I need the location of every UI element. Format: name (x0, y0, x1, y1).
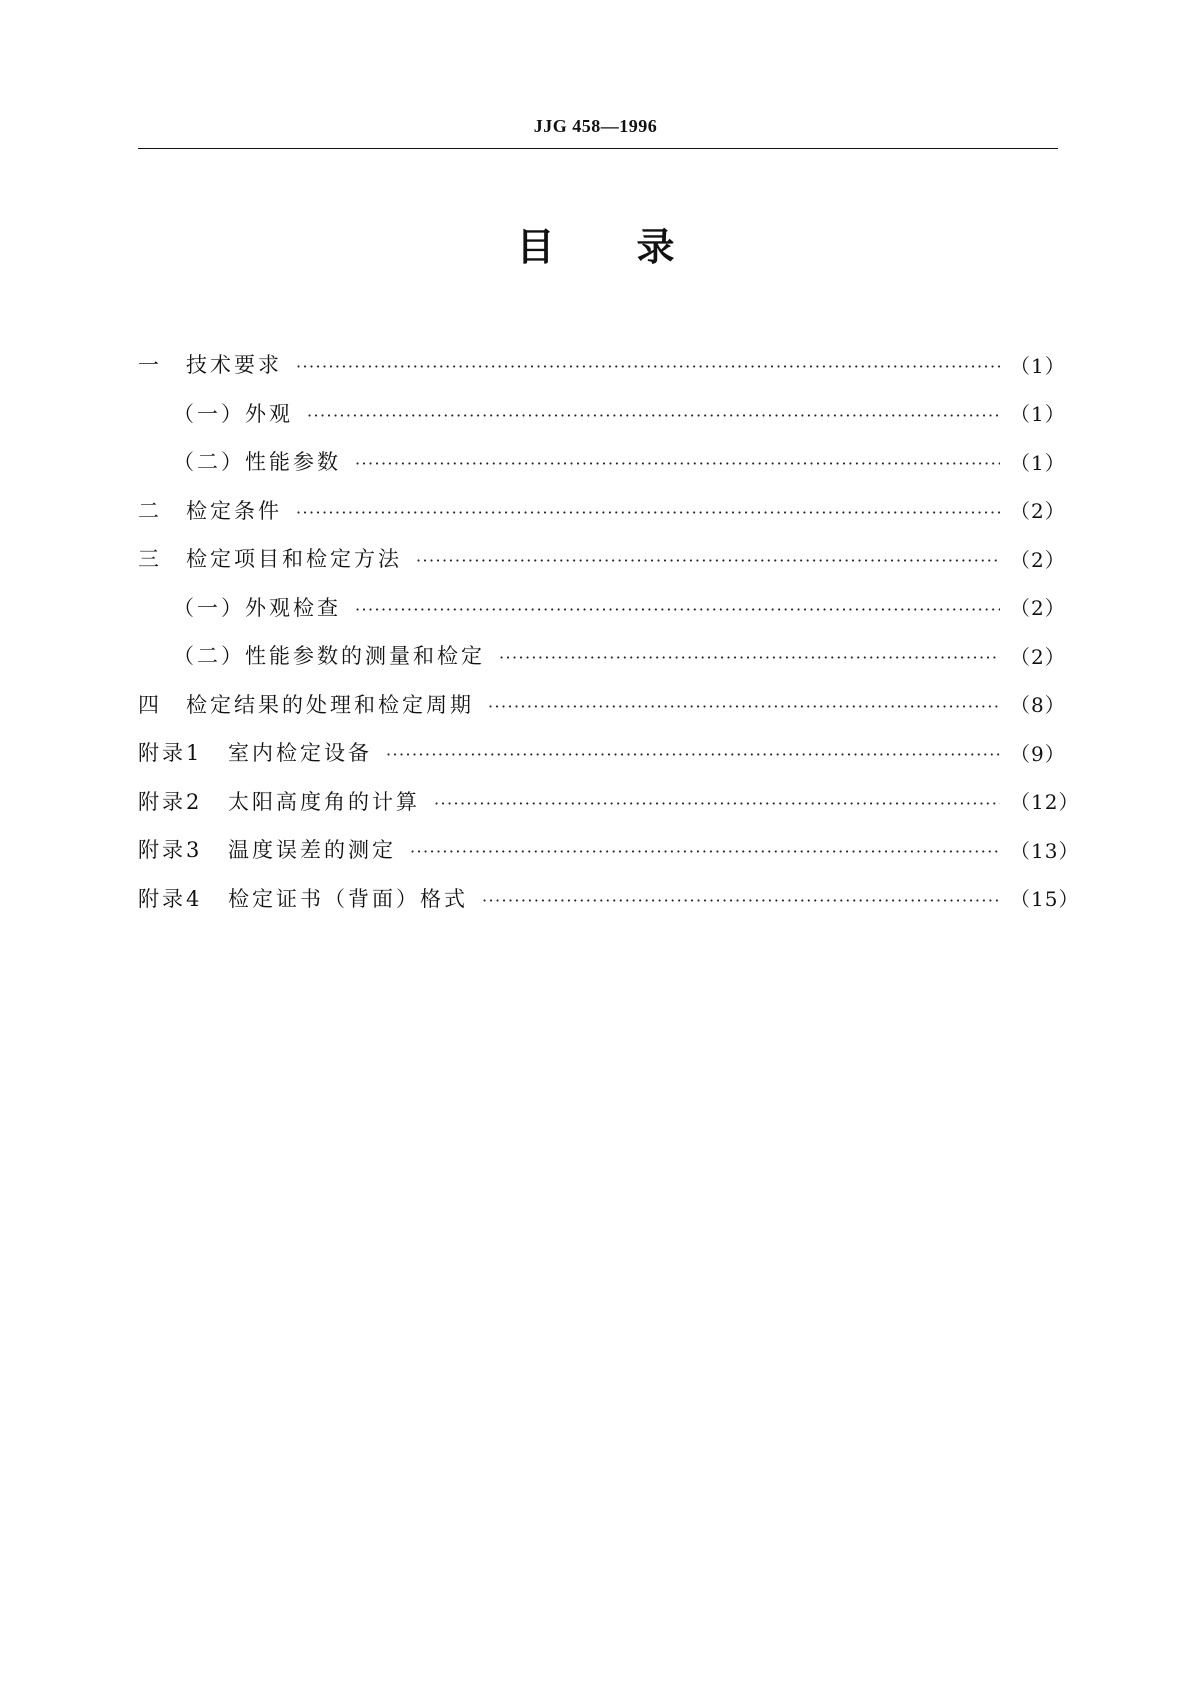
toc-entry-page: （12） (1010, 790, 1080, 815)
toc-entry-2[interactable] (138, 486, 1066, 535)
toc-entry-title: 温度误差的测定 (228, 838, 396, 863)
toc-entry-title: （二）性能参数 (173, 450, 341, 475)
toc-entry-page: （2） (1010, 547, 1066, 572)
toc-entry-4[interactable] (138, 680, 1066, 729)
toc-entry-number: 附录1 (138, 741, 203, 766)
toc-entry-title: 检定结果的处理和检定周期 (186, 692, 474, 717)
toc-dot-leader (488, 699, 1000, 715)
toc-entry-appendix-2[interactable] (138, 777, 1080, 826)
toc-dot-leader (499, 650, 1000, 666)
toc-entry-appendix-3[interactable] (138, 825, 1080, 874)
toc-entry-title: （二）性能参数的测量和检定 (173, 644, 485, 669)
toc-entry-number: 一 (138, 353, 162, 378)
toc-entry-1-1[interactable] (138, 389, 1066, 438)
toc-entry-3[interactable] (138, 534, 1066, 583)
toc-dot-leader (416, 553, 1000, 569)
toc-dot-leader (296, 359, 1000, 375)
toc-dot-leader (386, 747, 1000, 763)
toc-entry-page: （1） (1010, 450, 1066, 475)
toc-entry-title: 检定项目和检定方法 (186, 547, 402, 572)
toc-entry-number: 四 (138, 692, 162, 717)
toc-entry-3-2[interactable] (138, 631, 1066, 680)
toc-entry-title: 检定条件 (186, 498, 282, 523)
toc-entry-number: 二 (138, 498, 162, 523)
toc-dot-leader (307, 408, 1000, 424)
toc-entry-number: 附录4 (138, 886, 203, 911)
toc-entry-title: 技术要求 (186, 353, 282, 378)
toc-entry-appendix-1[interactable] (138, 728, 1066, 777)
toc-entry-1[interactable] (138, 340, 1066, 389)
toc-dot-leader (434, 796, 1000, 812)
toc-entry-number: 附录2 (138, 789, 203, 814)
page-title: 目录 (516, 225, 757, 269)
toc-entry-page: （2） (1010, 499, 1066, 524)
toc-entry-title: （一）外观 (173, 401, 293, 426)
toc-entry-title: 太阳高度角的计算 (228, 789, 420, 814)
toc-entry-page: （13） (1010, 838, 1080, 863)
toc-entry-3-1[interactable] (138, 583, 1066, 632)
toc-entry-page: （9） (1010, 741, 1066, 766)
toc-entry-page: （15） (1010, 887, 1080, 912)
toc-entry-page: （1） (1010, 353, 1066, 378)
toc-dot-leader (296, 505, 1000, 521)
toc-dot-leader (355, 602, 1000, 618)
toc-entry-number: 三 (138, 547, 162, 572)
toc-entry-title: （一）外观检查 (173, 595, 341, 620)
toc-dot-leader (482, 893, 1000, 909)
toc-entry-appendix-4[interactable] (138, 874, 1080, 923)
header-rule (138, 148, 1058, 149)
toc-dot-leader (410, 844, 1000, 860)
toc-dot-leader (355, 456, 1000, 472)
toc-entry-page: （1） (1010, 402, 1066, 427)
toc-entry-1-2[interactable] (138, 437, 1066, 486)
toc-entry-number: 附录3 (138, 838, 203, 863)
table-of-contents (138, 340, 1080, 922)
toc-entry-page: （2） (1010, 596, 1066, 621)
toc-entry-title: 检定证书（背面）格式 (228, 886, 468, 911)
document-code: JJG 458—1996 (533, 116, 658, 136)
toc-entry-page: （2） (1010, 644, 1066, 669)
toc-entry-page: （8） (1010, 693, 1066, 718)
toc-entry-title: 室内检定设备 (228, 741, 372, 766)
